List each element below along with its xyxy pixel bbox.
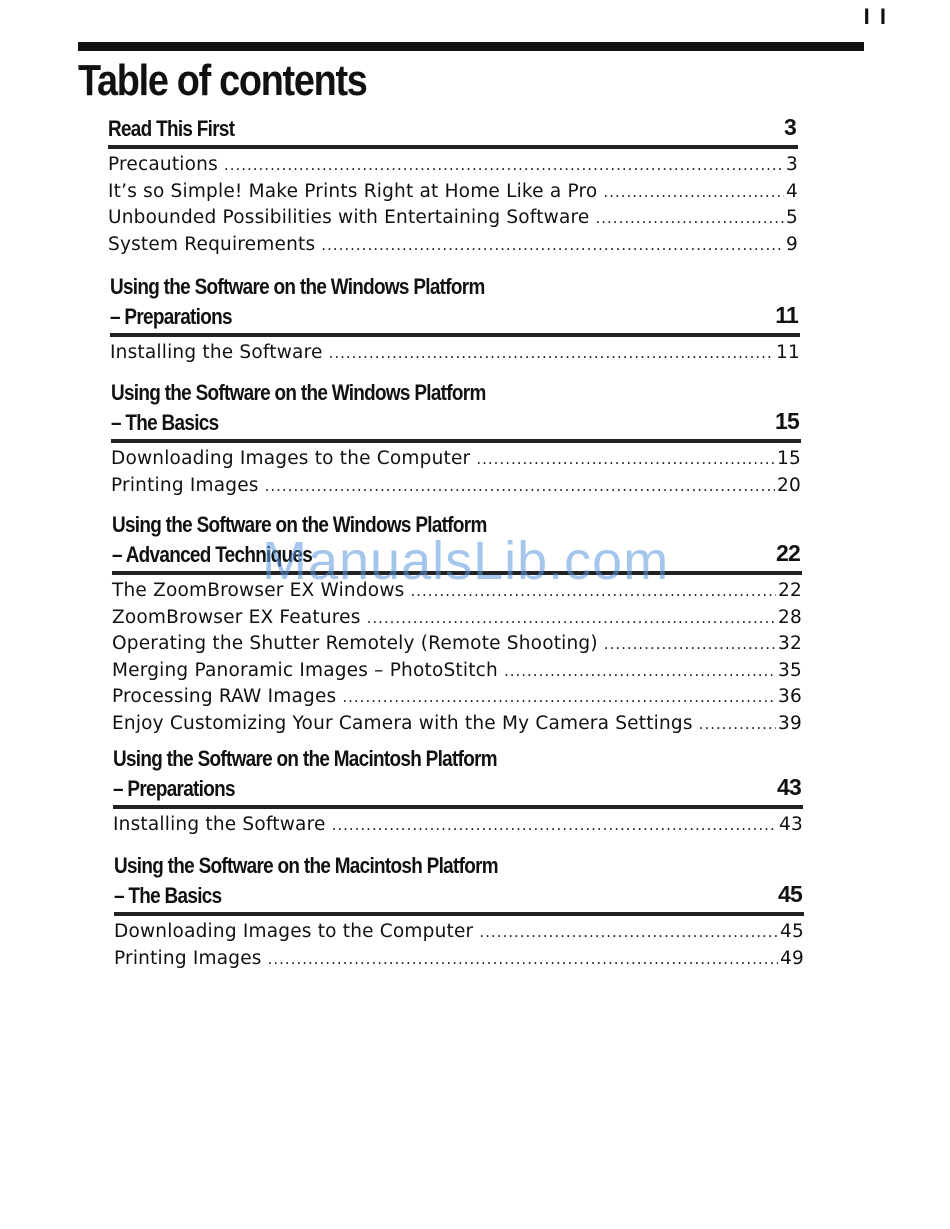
entry-page: 9 [786, 233, 798, 255]
entry-title: It’s so Simple! Make Prints Right at Home Like a Pro [108, 180, 598, 202]
entry-page: 15 [777, 448, 801, 469]
entry-page: 3 [786, 154, 798, 175]
toc-entry[interactable] [108, 232, 798, 259]
section-page: 3 [784, 114, 796, 140]
dot-leader [265, 474, 775, 500]
entry-page: 43 [779, 814, 803, 835]
entry-page: 4 [786, 180, 798, 202]
section-heading-line1: Using the Software on the Macintosh Platform [114, 853, 498, 878]
section-heading-line1: Using the Software on the Windows Platform [111, 380, 486, 405]
entry-title: Printing Images [111, 474, 259, 496]
entry-page: 28 [778, 606, 802, 628]
toc-entry[interactable] [114, 946, 804, 973]
section-rule [108, 145, 798, 149]
entry-page: 20 [777, 474, 801, 496]
section-heading[interactable] [108, 114, 798, 144]
entry-page: 45 [780, 921, 804, 942]
section-heading-line1: Using the Software on the Windows Platform [110, 274, 485, 299]
toc-entry[interactable] [112, 605, 802, 632]
entry-title: Precautions [108, 154, 218, 175]
entry-title: Enjoy Customizing Your Camera with the My Camera Settings [112, 712, 693, 734]
dot-leader [596, 206, 785, 232]
section-heading[interactable] [113, 744, 803, 804]
entry-title: Installing the Software [110, 342, 323, 363]
dot-leader [699, 712, 776, 738]
section-heading-line2: – Preparations [110, 304, 232, 329]
section-rule [114, 912, 804, 916]
toc-entry[interactable] [112, 631, 802, 658]
toc-section-windows-preparations [110, 272, 800, 367]
toc-entry[interactable] [113, 812, 803, 839]
toc-entry[interactable] [114, 919, 804, 946]
section-heading-line2: – Preparations [113, 776, 235, 801]
dot-leader [332, 813, 777, 839]
entry-page: 39 [778, 712, 802, 734]
entry-title: Operating the Shutter Remotely (Remote Shooting) [112, 633, 598, 654]
toc-entry[interactable] [112, 711, 802, 738]
dot-leader [603, 180, 784, 206]
entry-title: System Requirements [108, 233, 316, 255]
dot-leader [321, 233, 784, 259]
section-heading-line1: Read This First [108, 116, 235, 141]
toc-section-read-this-first [108, 114, 798, 258]
watermark: ManualsLib.com [262, 531, 670, 591]
page-number: I I [863, 4, 888, 29]
entry-page: 36 [778, 686, 802, 707]
section-heading-line2: – The Basics [114, 883, 222, 908]
entry-title: Printing Images [114, 947, 262, 969]
dot-leader [367, 606, 776, 632]
entry-page: 5 [786, 207, 798, 228]
entry-title: Unbounded Possibilities with Entertaining Software [108, 207, 590, 228]
entry-title: Installing the Software [113, 814, 326, 835]
toc-section-mac-preparations [113, 744, 803, 839]
section-page: 15 [775, 408, 799, 434]
section-page: 43 [777, 774, 801, 800]
toc-entry[interactable] [112, 658, 802, 685]
section-heading-line2: – The Basics [111, 410, 219, 435]
entry-title: Merging Panoramic Images – PhotoStitch [112, 659, 498, 681]
entry-title: ZoomBrowser EX Features [112, 606, 361, 628]
dot-leader [604, 632, 776, 658]
entry-page: 35 [778, 659, 802, 681]
dot-leader [476, 447, 775, 473]
dot-leader [479, 920, 778, 946]
entry-title: Downloading Images to the Computer [114, 921, 474, 942]
top-rule [78, 42, 864, 51]
entry-title: Downloading Images to the Computer [111, 448, 471, 469]
section-heading-line1: Using the Software on the Windows Platform [112, 512, 487, 537]
section-page: 45 [778, 881, 802, 907]
toc-section-windows-basics [111, 378, 801, 499]
section-heading-line1: Using the Software on the Macintosh Platform [113, 746, 497, 771]
toc-entry[interactable] [110, 340, 800, 367]
entry-page: 11 [776, 342, 800, 363]
page-title: Table of contents [78, 56, 367, 105]
toc-entry[interactable] [111, 446, 801, 473]
toc-entry[interactable] [112, 684, 802, 711]
section-heading-line2: – Advanced Techniques [112, 542, 313, 567]
dot-leader [268, 947, 778, 973]
entry-page: 49 [780, 947, 804, 969]
section-rule [111, 439, 801, 443]
dot-leader [342, 685, 776, 711]
toc-section-mac-basics [114, 851, 804, 972]
toc-entry[interactable] [111, 473, 801, 500]
toc-entry[interactable] [108, 205, 798, 232]
section-heading[interactable] [111, 378, 801, 438]
entry-title: Processing RAW Images [112, 686, 337, 707]
entry-title: The ZoomBrowser EX Windows [112, 580, 405, 601]
toc-entry[interactable] [108, 179, 798, 206]
dot-leader [224, 153, 784, 179]
entry-page: 32 [778, 633, 802, 654]
section-page: 22 [776, 540, 800, 566]
section-rule [113, 805, 803, 809]
section-rule [110, 333, 800, 337]
section-heading[interactable] [110, 272, 800, 332]
section-heading[interactable] [114, 851, 804, 911]
section-page: 11 [775, 302, 798, 328]
dot-leader [504, 659, 776, 685]
toc-entry[interactable] [108, 152, 798, 179]
dot-leader [329, 341, 774, 367]
entry-page: 22 [778, 580, 802, 601]
